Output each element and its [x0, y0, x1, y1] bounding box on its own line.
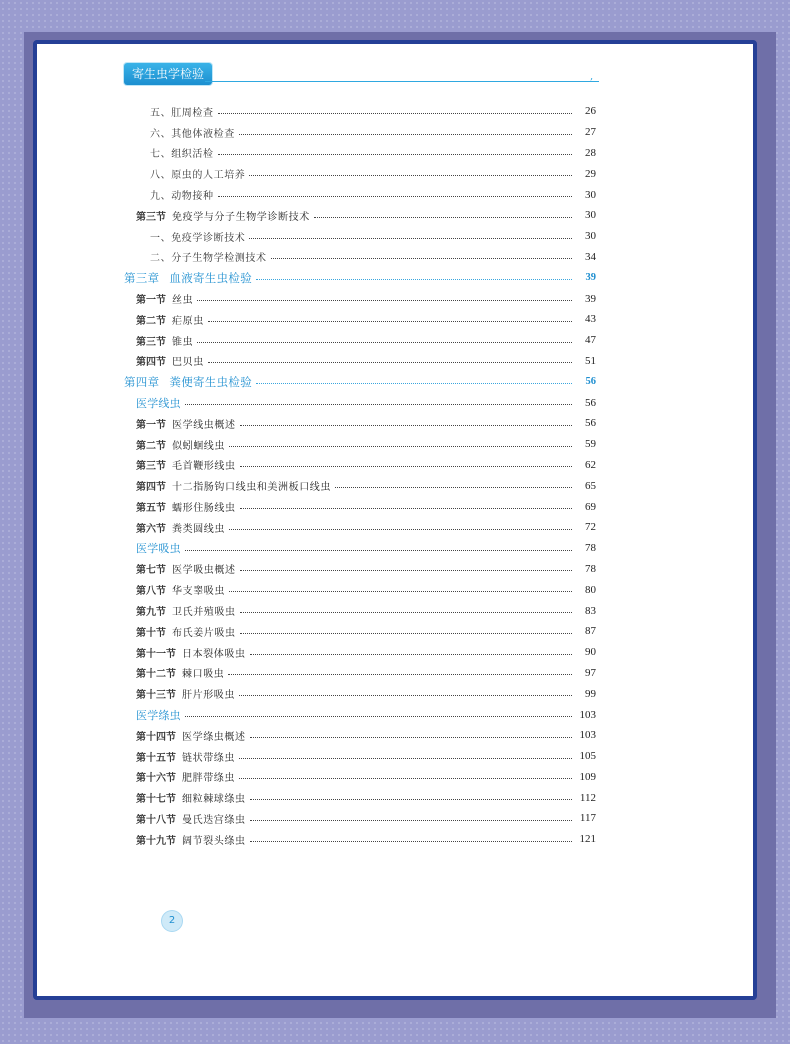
toc-entry-section[interactable] [124, 496, 596, 517]
toc-entry-item[interactable] [124, 184, 596, 205]
toc-entry-number: 第一节 [136, 419, 166, 431]
table-of-contents [124, 101, 596, 850]
toc-entry-title: 似蚓蛔线虫 [172, 440, 225, 452]
toc-entry-section[interactable] [124, 517, 596, 538]
dot-leader [250, 654, 572, 655]
toc-entry-number: 第四节 [136, 357, 166, 369]
toc-entry-page: 29 [585, 167, 596, 180]
dot-leader [197, 342, 572, 343]
toc-entry-page: 59 [585, 438, 596, 451]
toc-entry-section[interactable] [124, 413, 596, 434]
toc-entry-title: 阔节裂头绦虫 [182, 835, 246, 847]
toc-entry-title: 七、组织活检 [150, 149, 214, 161]
toc-entry-title: 卫氏并殖吸虫 [172, 607, 236, 619]
toc-entry-title: 粪类圆线虫 [172, 523, 225, 535]
toc-entry-title: 血液寄生虫检验 [169, 270, 253, 285]
toc-entry-page: 112 [579, 791, 596, 804]
toc-entry-number: 第十一节 [136, 648, 176, 660]
toc-entry-title: 曼氏迭宫绦虫 [182, 814, 246, 826]
toc-entry-page: 30 [585, 230, 596, 243]
toc-entry-title: 一、免疫学诊断技术 [150, 232, 246, 244]
dot-leader [239, 695, 572, 696]
toc-entry-title: 肝片形吸虫 [182, 690, 235, 702]
toc-entry-title: 链状带绦虫 [182, 752, 235, 764]
toc-entry-number: 第十八节 [136, 814, 176, 826]
toc-entry-page: 78 [585, 562, 596, 575]
toc-entry-number: 第十四节 [136, 731, 176, 743]
toc-entry-number: 第十二节 [136, 669, 176, 681]
toc-entry-number: 第三节 [136, 336, 166, 348]
toc-entry-title: 华支睾吸虫 [172, 586, 225, 598]
dot-leader [250, 841, 572, 842]
toc-entry-section[interactable] [124, 621, 596, 642]
toc-entry-page: 30 [585, 188, 596, 201]
toc-entry-page: 34 [585, 250, 596, 263]
toc-entry-title: 二、分子生物学检测技术 [150, 253, 267, 265]
dot-leader [240, 633, 572, 634]
dot-leader [218, 196, 572, 197]
toc-entry-section[interactable] [124, 683, 596, 704]
toc-entry-number: 第十九节 [136, 835, 176, 847]
toc-entry-section[interactable] [124, 767, 596, 788]
toc-entry-page: 26 [585, 105, 596, 118]
toc-entry-section[interactable] [124, 725, 596, 746]
dot-leader [256, 383, 572, 384]
header-tick: , [590, 71, 594, 82]
dot-leader [208, 321, 572, 322]
toc-entry-item[interactable] [124, 143, 596, 164]
toc-entry-number: 第十三节 [136, 690, 176, 702]
toc-entry-section[interactable] [124, 808, 596, 829]
toc-entry-page: 39 [585, 272, 596, 284]
dot-leader [250, 799, 572, 800]
toc-entry-page: 90 [585, 646, 596, 659]
toc-entry-page: 43 [585, 313, 596, 326]
toc-entry-item[interactable] [124, 163, 596, 184]
dot-leader [240, 425, 572, 426]
toc-entry-page: 47 [585, 334, 596, 347]
toc-entry-page: 69 [585, 500, 596, 513]
dot-leader [249, 175, 572, 176]
toc-entry-section[interactable] [124, 205, 596, 226]
toc-entry-page: 109 [579, 770, 596, 783]
toc-entry-title: 医学吸虫 [136, 542, 181, 556]
toc-entry-title: 五、肛周检查 [150, 107, 214, 119]
dot-leader [228, 674, 572, 675]
toc-entry-title: 九、动物接种 [150, 191, 214, 203]
toc-entry-section[interactable] [124, 455, 596, 476]
toc-entry-section[interactable] [124, 434, 596, 455]
toc-entry-title: 免疫学与分子生物学诊断技术 [172, 211, 310, 223]
toc-entry-item[interactable] [124, 226, 596, 247]
dot-leader [271, 258, 572, 259]
toc-entry-title: 粪便寄生虫检验 [169, 374, 253, 389]
toc-entry-title: 十二指肠钩口线虫和美洲板口线虫 [172, 482, 331, 494]
toc-entry-sub[interactable] [124, 392, 596, 413]
toc-entry-page: 51 [585, 354, 596, 367]
toc-entry-title: 锥虫 [172, 336, 194, 348]
dot-leader [229, 529, 572, 530]
toc-entry-number: 第六节 [136, 523, 166, 535]
toc-entry-page: 30 [585, 209, 596, 222]
toc-entry-section[interactable] [124, 309, 596, 330]
dot-leader [240, 612, 572, 613]
toc-entry-title: 毛首鞭形线虫 [172, 461, 236, 473]
toc-entry-section[interactable] [124, 288, 596, 309]
dot-leader [256, 279, 572, 280]
toc-entry-title: 细粒棘球绦虫 [182, 794, 246, 806]
toc-entry-page: 121 [579, 833, 596, 846]
toc-entry-number: 第九节 [136, 607, 166, 619]
toc-entry-item[interactable] [124, 101, 596, 122]
toc-entry-page: 117 [579, 812, 596, 825]
page-number-badge: 2 [162, 911, 182, 931]
toc-entry-title: 医学吸虫概述 [172, 565, 236, 577]
toc-entry-page: 27 [585, 126, 596, 139]
toc-entry-title: 棘口吸虫 [182, 669, 225, 681]
toc-entry-title: 医学绦虫概述 [182, 731, 246, 743]
toc-entry-page: 78 [585, 542, 596, 555]
toc-entry-number: 第二节 [136, 440, 166, 452]
toc-entry-page: 28 [585, 146, 596, 159]
toc-entry-section[interactable] [124, 829, 596, 850]
dot-leader [250, 820, 572, 821]
toc-entry-number: 第十七节 [136, 794, 176, 806]
toc-entry-title: 六、其他体液检查 [150, 128, 235, 140]
toc-entry-title: 医学线虫概述 [172, 419, 236, 431]
toc-entry-number: 第五节 [136, 503, 166, 515]
toc-entry-sub[interactable] [124, 538, 596, 559]
toc-entry-page: 83 [585, 604, 596, 617]
toc-entry-number: 第八节 [136, 586, 166, 598]
toc-entry-page: 65 [585, 479, 596, 492]
toc-entry-page: 99 [585, 687, 596, 700]
dot-leader [239, 134, 572, 135]
dot-leader [229, 591, 572, 592]
dot-leader [197, 300, 572, 301]
toc-entry-page: 80 [585, 583, 596, 596]
toc-entry-page: 103 [579, 729, 596, 742]
dot-leader [240, 508, 572, 509]
toc-entry-number: 第十节 [136, 627, 166, 639]
toc-entry-section[interactable] [124, 663, 596, 684]
toc-entry-section[interactable] [124, 787, 596, 808]
dot-leader [239, 758, 572, 759]
toc-entry-sub[interactable] [124, 704, 596, 725]
toc-entry-chapter[interactable] [124, 371, 596, 392]
dot-leader [240, 570, 572, 571]
toc-entry-number: 第十五节 [136, 752, 176, 764]
toc-entry-title: 蠕形住肠线虫 [172, 503, 236, 515]
dot-leader [250, 737, 572, 738]
toc-entry-number: 第四章 [124, 374, 160, 389]
toc-entry-number: 第四节 [136, 482, 166, 494]
dot-leader [185, 404, 572, 405]
dot-leader [239, 778, 572, 779]
toc-entry-page: 97 [585, 666, 596, 679]
toc-entry-page: 103 [579, 708, 596, 721]
toc-entry-title: 八、原虫的人工培养 [150, 170, 246, 182]
toc-entry-item[interactable] [124, 122, 596, 143]
dot-leader [185, 716, 572, 717]
toc-entry-section[interactable] [124, 642, 596, 663]
dot-leader [218, 154, 572, 155]
toc-entry-chapter[interactable] [124, 267, 596, 288]
dot-leader [208, 362, 572, 363]
toc-entry-page: 56 [585, 396, 596, 409]
toc-entry-page: 105 [579, 750, 596, 763]
toc-entry-section[interactable] [124, 600, 596, 621]
toc-entry-page: 72 [585, 521, 596, 534]
book-title-tab: 寄生虫学检验 [124, 63, 212, 85]
toc-entry-number: 第一节 [136, 295, 166, 307]
toc-entry-page: 39 [585, 292, 596, 305]
toc-entry-section[interactable] [124, 330, 596, 351]
toc-entry-number: 第七节 [136, 565, 166, 577]
dot-leader [249, 238, 572, 239]
toc-entry-title: 医学线虫 [136, 396, 181, 410]
toc-entry-section[interactable] [124, 746, 596, 767]
toc-entry-section[interactable] [124, 579, 596, 600]
toc-entry-number: 第三节 [136, 461, 166, 473]
dot-leader [314, 217, 572, 218]
toc-entry-title: 医学绦虫 [136, 708, 181, 722]
toc-entry-number: 第三节 [136, 211, 166, 223]
toc-entry-title: 丝虫 [172, 295, 194, 307]
toc-entry-title: 疟原虫 [172, 315, 204, 327]
toc-entry-page: 56 [585, 417, 596, 430]
toc-entry-title: 巴贝虫 [172, 357, 204, 369]
toc-entry-section[interactable] [124, 351, 596, 372]
dot-leader [229, 446, 572, 447]
dot-leader [240, 466, 572, 467]
toc-entry-number: 第十六节 [136, 773, 176, 785]
toc-entry-section[interactable] [124, 559, 596, 580]
toc-entry-title: 布氏姜片吸虫 [172, 627, 236, 639]
toc-entry-section[interactable] [124, 475, 596, 496]
toc-entry-title: 肥胖带绦虫 [182, 773, 235, 785]
toc-entry-title: 日本裂体吸虫 [182, 648, 246, 660]
toc-entry-number: 第三章 [124, 270, 160, 285]
dot-leader [185, 550, 572, 551]
dot-leader [218, 113, 572, 114]
toc-entry-page: 62 [585, 458, 596, 471]
toc-entry-page: 56 [585, 376, 596, 388]
dot-leader [335, 487, 572, 488]
toc-entry-number: 第二节 [136, 315, 166, 327]
header-rule [205, 81, 599, 82]
toc-entry-page: 87 [585, 625, 596, 638]
toc-entry-item[interactable] [124, 247, 596, 268]
